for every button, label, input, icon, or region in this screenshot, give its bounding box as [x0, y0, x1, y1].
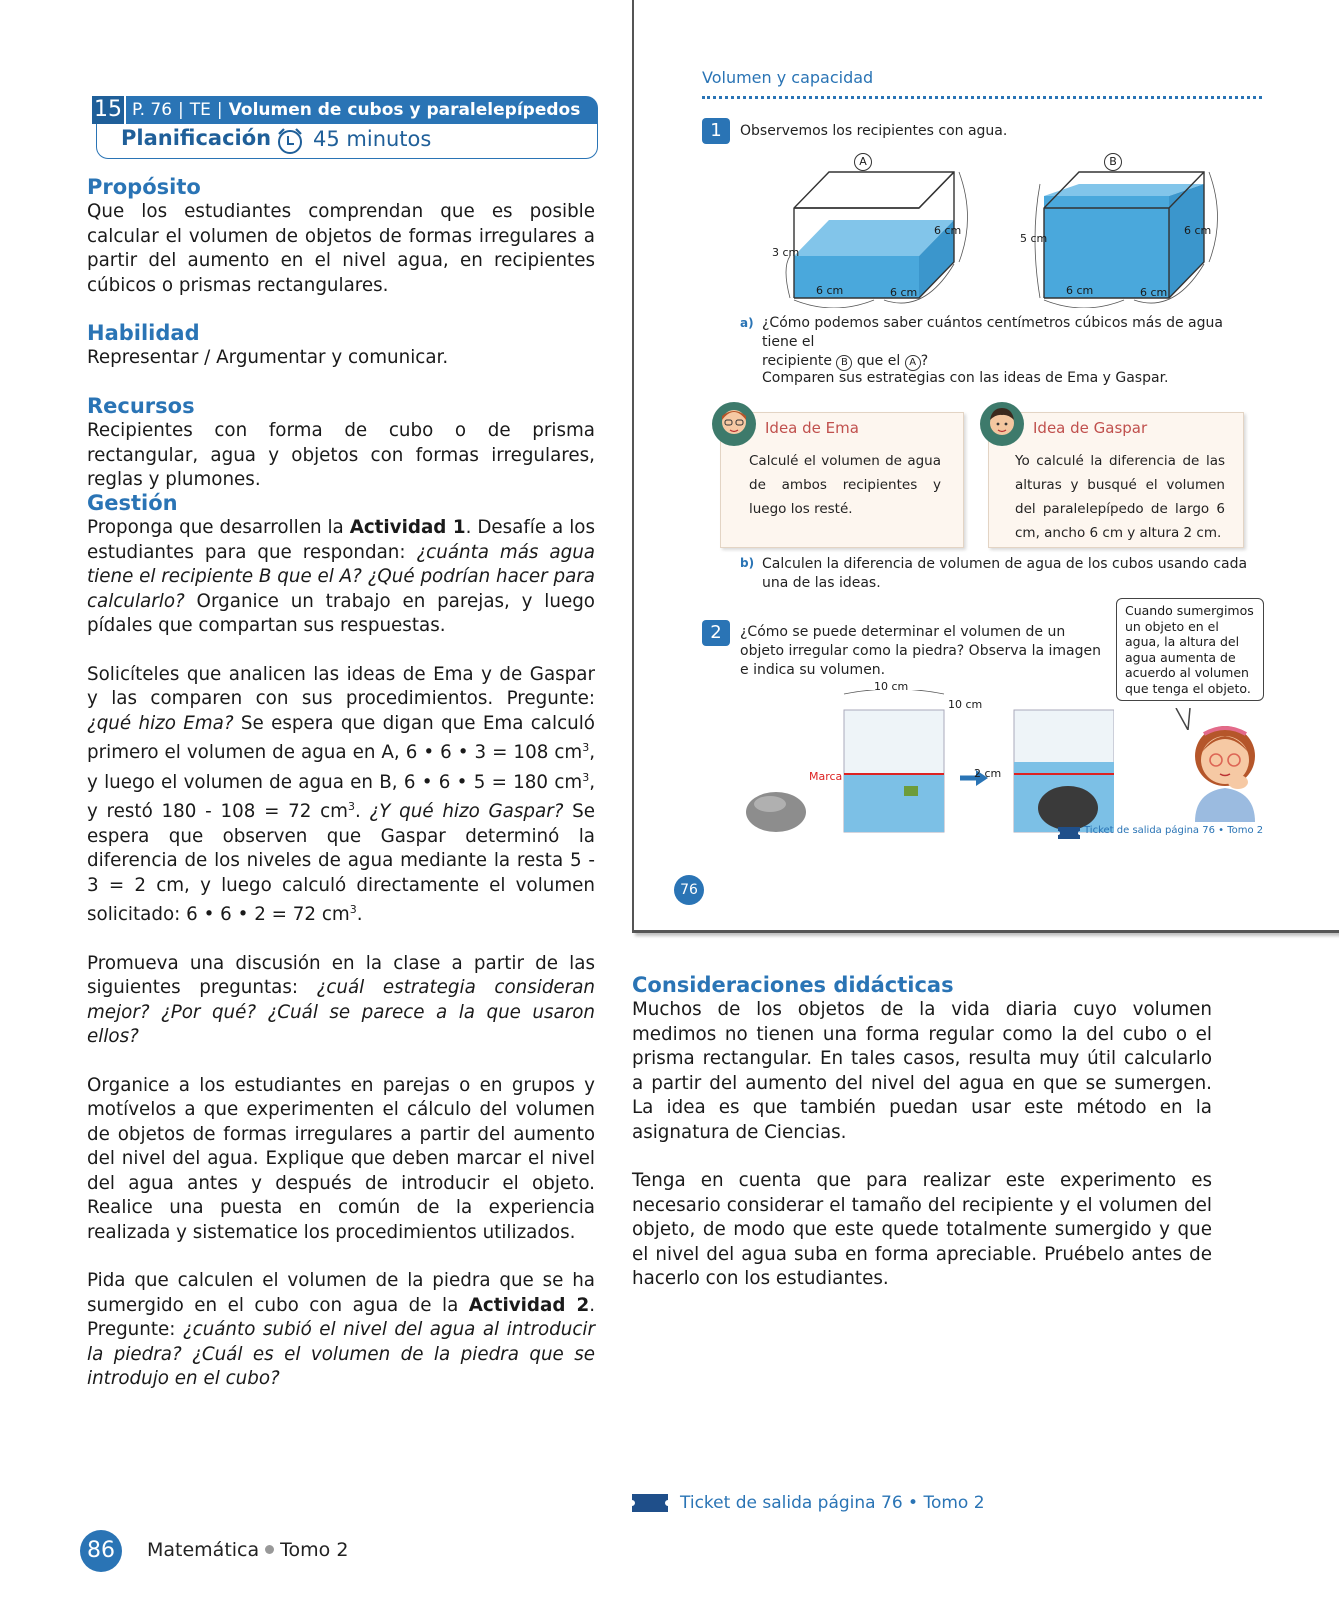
gestion-paragraph-5: Pida que calculen el volumen de la piedra que se ha sumergido en el cubo con agua de la Actividad 2. Pregunte: ¿cuánto subió el nivel del agua al introducir la piedra? ¿Cuál es el volumen de la piedra que se introdujo en el cubo?	[87, 1270, 595, 1390]
tank-after	[1014, 710, 1114, 832]
compare-text: Comparen sus estrategias con las ideas de Ema y Gaspar.	[762, 370, 1169, 386]
lesson-reference: P. 76 | TE | Volumen de cubos y paralelepípedos	[132, 100, 581, 120]
cube-b-water-front	[1044, 196, 1169, 298]
activity-2-text: ¿Cómo se puede determinar el volumen de un objeto irregular como la piedra? Observa la imagen e indica su volumen.	[740, 624, 1101, 678]
proposito-heading: Propósito	[87, 175, 201, 199]
gestion-paragraph-4: Organice a los estudiantes en parejas o en grupos y motívelos a que experimenten el cálculo del volumen de objetos de formas irregulares a partir del aumento del nivel del agua. Explique que deben marcar el nivel del agua antes y después de introducir el objeto. Realice una puesta en común de la experiencia realizada y sistematice los procedimientos utilizados.	[87, 1074, 595, 1243]
tank-before	[844, 710, 944, 832]
te-label: TE	[189, 100, 211, 120]
question-b-letter: b)	[740, 556, 755, 570]
gestion-paragraph-2: Solicíteles que analicen las ideas de Ema y de Gaspar y las comparen con sus procedimientos. Pregunte: ¿qué hizo Ema? Se espera que digan que Ema calculó primero el volumen de agua en A, 6 • 6 • 3 = 108 $cm^3$, y luego el volumen de agua en B, 6 • 6 • 5 = 180 $cm^3$, y restó 180 - 108 = 72 $cm^3$. ¿Y qué hizo Gaspar? Se espera que observen que Gaspar determinó la diferencia de los niveles de agua mediante la resta 5 - 3 = 2 cm, y luego calculó directamente el volumen solicitado: 6 • 6 • 2 = 72 $cm^3$.	[87, 663, 596, 926]
label-b: B	[1104, 153, 1122, 171]
gestion-paragraph-3: Promueva una discusión en la clase a partir de las siguientes preguntas: ¿cuál estrategia consideran mejor? ¿Por qué? ¿Cuál se parece a la que usaron ellos?	[87, 952, 595, 1048]
question-a-text: ¿Cómo podemos saber cuántos centímetros cúbicos más de agua tiene el recipiente B que el A ?	[762, 315, 1223, 369]
activity-1-text: Observemos los recipientes con agua.	[740, 123, 1008, 139]
lesson-title: Volumen de cubos y paralelepípedos	[228, 100, 581, 120]
lesson-header	[92, 96, 598, 160]
planning-label: Planificación	[121, 126, 272, 150]
habilidad-text: Representar / Argumentar y comunicar.	[87, 347, 449, 368]
lesson-header-bar	[92, 96, 598, 124]
duration: 45 minutos	[313, 127, 432, 151]
rise-label: 2 cm	[974, 767, 1002, 780]
footer-book: Matemática Tomo 2	[147, 1539, 349, 1561]
ticket-link: Ticket de salida página 76 • Tomo 2	[680, 1493, 985, 1513]
proposito-text: Que los estudiantes comprendan que es posible calcular el volumen de objetos de formas irregulares a partir del aumento en el nivel agua, en recipientes cúbicos o prismas rectangulares.	[87, 201, 595, 296]
footer-dot	[265, 1545, 274, 1554]
label-a: A	[854, 153, 872, 171]
girl-thinking-icon	[1180, 712, 1270, 822]
submerged-stone-icon	[1038, 786, 1098, 830]
ema-avatar-icon	[710, 400, 758, 448]
idea-gaspar-text: Yo calculé la diferencia de las alturas y busqué el volumen del paralelepípedo de largo 6 cm, ancho 6 cm y altura 2 cm.	[1015, 453, 1225, 541]
lesson-number: 15	[92, 96, 126, 124]
speech-bubble: Cuando sumergimos un objeto en el agua, la altura del agua aumenta de acuerdo al volumen que tenga el objeto.	[1116, 598, 1264, 701]
dim-b-depth: 6 cm	[1140, 286, 1168, 299]
recursos-heading: Recursos	[87, 394, 195, 418]
planning-box	[96, 124, 598, 159]
proposito-section	[87, 174, 595, 298]
consideraciones-heading: Consideraciones didácticas	[632, 973, 954, 997]
ticket-icon	[1058, 827, 1080, 839]
activity-1-number: 1	[702, 118, 730, 144]
mark-label: Marca	[809, 770, 843, 783]
habilidad-section	[87, 320, 595, 371]
alarm-clock-icon	[275, 126, 305, 156]
consideraciones-section	[632, 972, 1212, 1292]
footer-page-number: 86	[80, 1530, 122, 1572]
dim-a-height: 6 cm	[934, 224, 962, 237]
dim-b-height: 6 cm	[1184, 224, 1212, 237]
textbook-page-number: 76	[674, 875, 704, 905]
cube-b	[1044, 172, 1204, 298]
consideraciones-paragraph-2: Tenga en cuenta que para realizar este experimento es necesario considerar el tamaño del recipiente y el volumen del objeto, de modo que este quede totalmente sumergido y que el nivel del agua suba en forma apreciable. Pruébelo antes de hacerlo con los estudiantes.	[632, 1170, 1212, 1289]
habilidad-heading: Habilidad	[87, 321, 200, 345]
question-b-text: Calculen la diferencia de volumen de agua de los cubos usando cada una de las ideas.	[762, 556, 1248, 591]
dim-a-water: 3 cm	[772, 246, 800, 259]
question-a-letter: a)	[740, 316, 754, 330]
dim-a-depth: 6 cm	[890, 286, 918, 299]
idea-gaspar-title: Idea de Gaspar	[1033, 419, 1148, 437]
textbook-section-title: Volumen y capacidad	[702, 68, 874, 87]
textbook-ticket-text: Ticket de salida página 76 • Tomo 2	[1084, 825, 1264, 836]
gestion-heading: Gestión	[87, 491, 178, 515]
cube-a	[794, 172, 954, 298]
dim-b-width: 6 cm	[1066, 284, 1094, 297]
textbook-page-preview	[632, 0, 1339, 933]
gestion-paragraph-1: Proponga que desarrollen la Actividad 1. Desafíe a los estudiantes para que respondan: ¿cuánta más agua tiene el recipiente B que el A? ¿Qué podrían hacer para calcularlo? Organice un trabajo en parejas, y luego pídales que compartan sus respuestas.	[87, 517, 595, 636]
dim-a-width: 6 cm	[816, 284, 844, 297]
gaspar-avatar-icon	[978, 400, 1026, 448]
tanks-illustration	[734, 690, 1114, 840]
recursos-text: Recipientes con forma de cubo o de prisma rectangular, agua y objetos con formas irregulares, reglas y plumones.	[87, 420, 595, 490]
recursos-section	[87, 393, 595, 493]
idea-ema-title: Idea de Ema	[765, 419, 859, 437]
activity-2-number: 2	[702, 620, 730, 646]
dotted-divider	[702, 96, 1262, 99]
idea-gaspar-card	[988, 412, 1244, 548]
tank-width: 10 cm	[874, 680, 909, 693]
ticket-icon	[632, 1494, 668, 1512]
consideraciones-paragraph-1: Muchos de los objetos de la vida diaria cuyo volumen medimos no tienen una forma regular como la del cubo o el prisma rectangular. En tales casos, resulta muy útil calcularlo a partir del aumento del nivel del agua en que se sumergen. La idea es que también puedan usar este método en la asignatura de Ciencias.	[632, 999, 1212, 1143]
page-ref: P. 76	[132, 100, 173, 120]
tank-depth: 10 cm	[948, 698, 983, 711]
gestion-section	[87, 490, 595, 1392]
dim-b-water: 5 cm	[1020, 232, 1048, 245]
idea-ema-text: Calculé el volumen de agua de ambos recipientes y luego los resté.	[749, 453, 941, 517]
